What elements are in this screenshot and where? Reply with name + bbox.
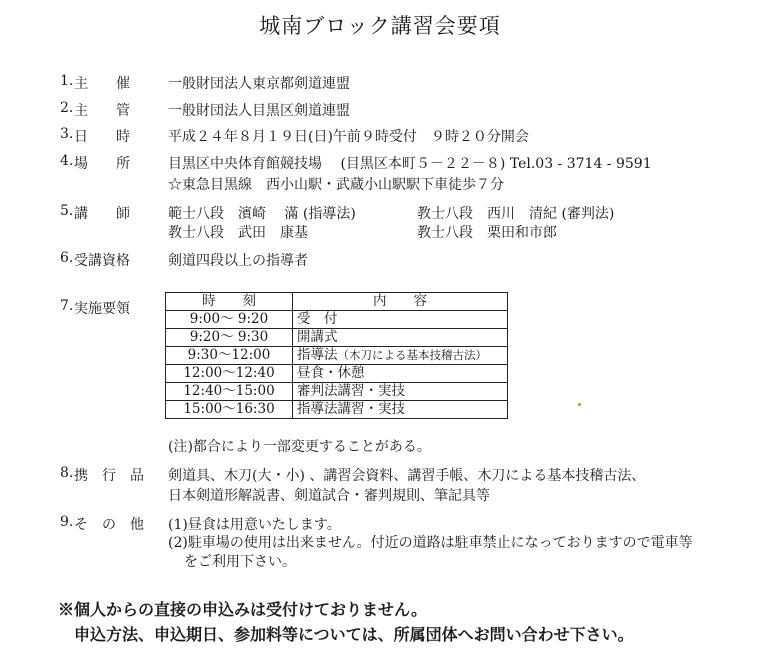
table-row	[166, 329, 508, 347]
item-value-eligibility: 剣道四段以上の指導者	[168, 253, 308, 269]
schedule-content-cell	[293, 347, 508, 365]
item-label-manager: 主 管	[74, 103, 130, 119]
item-label-lecturers: 講 師	[74, 206, 130, 222]
schedule-time: 9:20～ 9:30	[166, 329, 293, 347]
schedule-note: (注)都合により一部変更することがある。	[168, 439, 431, 455]
item-label-other: そ の 他	[74, 517, 144, 533]
item-value-manager: 一般財団法人目黒区剣道連盟	[168, 103, 350, 119]
item-value-other-1: (1)昼食は用意いたします。	[168, 517, 341, 533]
lecturer-4: 教士八段 栗田和市郎	[417, 225, 557, 241]
notice-line-2: 申込方法、申込期日、参加料等については、所属団体へお問い合わせ下さい。	[74, 625, 634, 644]
item-label-organizer: 主 催	[74, 76, 130, 92]
table-row	[166, 383, 508, 401]
item-number: 3.	[60, 126, 74, 142]
schedule-content: 指導法講習・実技	[293, 401, 508, 419]
table-row	[166, 311, 508, 329]
schedule-table	[165, 292, 508, 419]
lecturer-3: 教士八段 武田 康基	[168, 225, 308, 241]
schedule-content: 受 付	[293, 311, 508, 329]
item-value-other-2: (2)駐車場の使用は出来ません。付近の道路は駐車禁止になっておりますので電車等	[168, 535, 693, 551]
item-number: 2.	[60, 100, 74, 116]
item-label-belongings: 携 行 品	[74, 468, 144, 484]
item-value-venue-access: ☆東急目黒線 西小山駅・武蔵小山駅駅下車徒歩７分	[168, 177, 504, 193]
schedule-time: 9:00～ 9:20	[166, 311, 293, 329]
schedule-content-note: （木刀による基本技稽古法）	[337, 348, 487, 362]
item-value-other-3: をご利用下さい。	[184, 554, 296, 570]
page-title: 城南ブロック講習会要項	[259, 14, 501, 38]
schedule-time: 9:30～12:00	[166, 347, 293, 365]
table-row	[166, 401, 508, 419]
schedule-content: 昼食・休憩	[293, 365, 508, 383]
item-number: 5.	[60, 203, 74, 219]
item-number: 7.	[60, 298, 74, 314]
ink-speck	[578, 403, 581, 406]
schedule-header-row	[166, 293, 508, 311]
schedule-content: 指導法	[297, 347, 338, 363]
notice-line-1: ※個人からの直接の申込みは受付けておりません。	[58, 600, 427, 619]
lecturer-2: 教士八段 西川 清紀 (審判法)	[417, 206, 615, 222]
item-number: 9.	[60, 514, 74, 530]
schedule-content: 開講式	[293, 329, 508, 347]
item-label-eligibility: 受講資格	[74, 253, 130, 269]
item-value-venue: 目黒区中央体育館競技場 (目黒区本町５－２２－８) Tel.03 - 3714 - 9591	[168, 156, 652, 172]
item-label-schedule: 実施要領	[74, 301, 130, 317]
schedule-header-time: 時 刻	[166, 293, 293, 311]
item-label-datetime: 日 時	[74, 129, 130, 145]
schedule-time: 12:00～12:40	[166, 365, 293, 383]
item-value-belongings-2: 日本剣道形解説書、剣道試合・審判規則、筆記具等	[168, 488, 490, 504]
item-label-venue: 場 所	[74, 156, 130, 172]
lecturer-1: 範士八段 濱崎 滿 (指導法)	[168, 206, 356, 222]
item-value-belongings: 剣道具、木刀(大・小) 、講習会資料、講習手帳、木刀による基本技稽古法、	[168, 468, 646, 484]
schedule-time: 12:40～15:00	[166, 383, 293, 401]
item-value-datetime: 平成２４年８月１９日(日)午前９時受付 ９時２０分開会	[168, 129, 529, 145]
item-number: 6.	[60, 250, 74, 266]
table-row	[166, 365, 508, 383]
schedule-time: 15:00～16:30	[166, 401, 293, 419]
item-number: 4.	[60, 153, 74, 169]
schedule-header-content: 内 容	[293, 293, 508, 311]
table-row	[166, 347, 508, 365]
schedule-content: 審判法講習・実技	[293, 383, 508, 401]
item-number: 1.	[60, 73, 74, 89]
item-value-organizer: 一般財団法人東京都剣道連盟	[168, 76, 350, 92]
item-number: 8.	[60, 465, 74, 481]
